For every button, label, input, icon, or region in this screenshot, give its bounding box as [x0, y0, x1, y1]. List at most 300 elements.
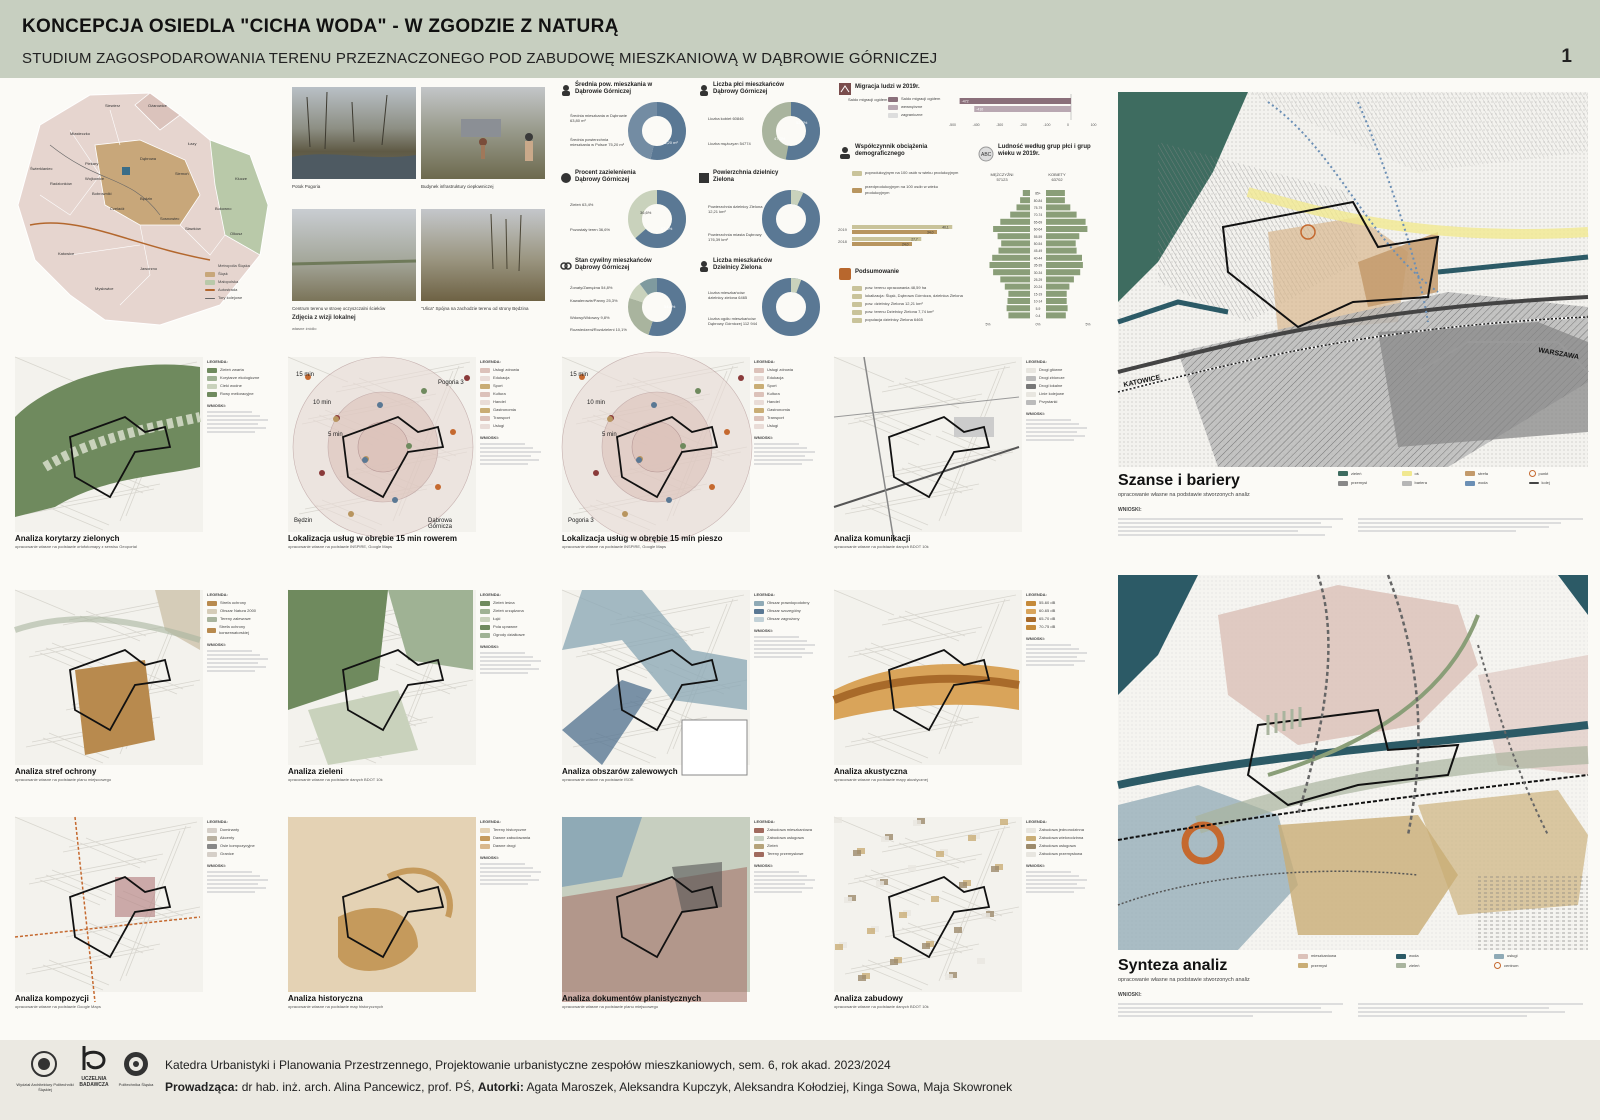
legend-item: Gastronomia: [493, 407, 516, 412]
synteza-title: Synteza analiz: [1118, 957, 1228, 974]
analysis-map: [15, 817, 203, 992]
legend-item: Usługi: [493, 423, 505, 428]
svg-text:Sosnowiec: Sosnowiec: [160, 216, 180, 221]
legend-item: Dawne zabudowania: [493, 835, 531, 840]
legend-item: Drogi zbiorcze: [1039, 375, 1065, 380]
analysis-legend: LEGENDA: Drogi główne Drogi zbiorcze Drogi lokalne Linie kolejowe Przystanki WNIOSKI:: [1026, 359, 1090, 443]
legend-item: Transport: [767, 415, 784, 420]
legend-item: Sport: [493, 383, 503, 388]
analysis-source: opracowanie własne na podstawie danych BDOT 10k: [288, 777, 383, 782]
migration-axis-tick: -300: [996, 123, 1004, 127]
legend-item: Obszar zagrożony: [767, 616, 800, 621]
legend-item: Zieleń: [767, 843, 778, 848]
legend-item: Kultura: [493, 391, 506, 396]
pyramid-bar-women: [1046, 276, 1074, 282]
demographic-bar: [852, 230, 937, 234]
svg-text:Radzionków: Radzionków: [50, 181, 72, 186]
analysis-map: [288, 357, 476, 532]
legend-item: Granice: [220, 851, 235, 856]
analysis-title: Analiza kompozycji: [15, 994, 89, 1003]
analysis-map: [288, 590, 476, 765]
photo-3: [292, 209, 416, 301]
summary-icon: [838, 267, 852, 281]
analysis-map: [15, 357, 203, 532]
pyramid-axis-tick: 5%: [1085, 322, 1091, 327]
photos-title: Zdjęcia z wizji lokalnej: [292, 315, 356, 321]
pyramid-bar-men: [1010, 212, 1030, 218]
analysis-map: [288, 817, 476, 992]
analysis-panel: [15, 357, 273, 549]
legend-item: Tereny zalewowe: [220, 616, 251, 621]
legend-item: 70-75 dB: [1039, 624, 1056, 629]
stat-demographic-title: Współczynnik obciążenia demograficznego: [855, 144, 928, 157]
pyramid-bar-men: [1023, 190, 1030, 196]
legend-item: Obszar Natura 2000: [220, 608, 257, 613]
szanse-wnioski-col2: [1358, 516, 1583, 534]
photo-3-caption: Centrum terenu w strонę oczyszczalni ścieków: [292, 306, 386, 311]
svg-text:Wojkowice: Wojkowice: [85, 176, 105, 181]
pyramid-bar-men: [1000, 276, 1030, 282]
analysis-source: opracowanie własne na podstawie ISOK: [562, 777, 634, 782]
svg-text:63,4%: 63,4%: [661, 226, 673, 231]
legend-item: Strefa ochrony konserwatorskiej: [219, 624, 249, 635]
szanse-legend: zieleń oś strefa punkt przemysł bariera woda kolej: [1338, 470, 1588, 488]
svg-text:KATOWICE: KATOWICE: [1122, 374, 1162, 389]
legend-item: Dominanty: [220, 827, 240, 832]
pyramid-bar-men: [1008, 291, 1030, 297]
legend-item: Akcenty: [220, 835, 235, 840]
map-label: Dąbrowa Górnicza: [428, 518, 453, 530]
pyramid-bar-men: [993, 269, 1030, 275]
svg-text:Dąbrowa: Dąbrowa: [140, 156, 157, 161]
svg-text:54,8%: 54,8%: [664, 304, 676, 309]
analysis-map: [834, 817, 1022, 992]
legend-item: Transport: [493, 415, 510, 420]
pyramid-age-label: 85+: [1035, 191, 1041, 196]
legend-item: Zabudowa usługowa: [767, 835, 804, 840]
legend-item: 55-60 dB: [1039, 600, 1056, 605]
legend-item: Drogi lokalne: [1039, 383, 1063, 388]
stats-panel-2: Migracja ludzi w 2019r. Saldo migracji ogółem Saldo migracji ogółem wewnętrzne zagraniczne -472 -410 -500 -400 -300 -200 -100 0 100 Współczynnik obciążenia demograficznego poprodukcyjnym na 100 osób w wieku produkcyjnym przedprodukcyjnym na 100 osób w wieku produkcyjnym 2019 2018 40,1 34,0 27,7 24,0 Podsumowanie pow. terenu opracowania 48,59 ha lokalizacja: Śląsk, Dąbrowa Górnicza, dzielnica Zielona pow. dzielnicy Zielona 12,21 km² pow. terenu Dzielnicy Zielona 7,74 km² populacja dzielnicy Zielona 6465 ABC Ludność według grup płci i grup wieku w 2019r. MĘŻCZYŹNI 57123 KOBIETY 63702 85+ 80-84 75-79 70-74 65-69 60-64 55-59 50-54 45-49 40-44 35-39 30-34 25-29 20-24 15-19 10-14 5-9 0-4 5% 0% 5%: [838, 80, 1100, 345]
svg-text:Miasteczko: Miasteczko: [70, 131, 91, 136]
pyramid-bar-women: [1046, 240, 1076, 246]
page-subtitle: STUDIUM ZAGOSPODAROWANIA TERENU PRZEZNACZONEGO POD ZABUDOWĘ MIESZKANIOWĄ W DĄBROWIE GÓRNICZEJ: [22, 50, 938, 67]
migration-axis-tick: 100: [1090, 123, 1097, 127]
svg-text:47,3%: 47,3%: [774, 136, 786, 141]
analysis-legend: LEGENDA: Zieleń zwarta Korytarze ekologiczne Cieki wodne Rowy melioracyjne WNIOSKI:: [207, 359, 271, 435]
migration-axis-tick: -400: [972, 123, 980, 127]
map-label: 5 min: [602, 432, 617, 438]
analysis-source: opracowanie własne na podstawie danych BDOT 10k: [834, 1004, 929, 1009]
pyramid-bar-women: [1046, 312, 1066, 318]
pyramid-age-label: 80-84: [1033, 198, 1043, 203]
migration-bar: [960, 98, 1071, 104]
politechnika-logo: [122, 1050, 150, 1078]
residents-icon: [698, 260, 710, 272]
migration-axis-tick: -100: [1043, 123, 1051, 127]
legend-item: Dawne drogi: [493, 843, 516, 848]
pyramid-bar-women: [1046, 248, 1077, 254]
pyramid-bar-women: [1046, 284, 1069, 290]
pyramid-bar-women: [1046, 305, 1068, 311]
analysis-map: [562, 817, 750, 992]
analysis-panel: [288, 590, 546, 782]
svg-text:75,20 m²: 75,20 m²: [662, 140, 678, 145]
analysis-title: Lokalizacja usług w obrębie 15 min rowerem: [288, 534, 457, 543]
pyramid-bar-men: [993, 226, 1030, 232]
analysis-source: opracowanie własne na podstawie ortofotomapy z serwisu Geoportal: [15, 544, 137, 549]
legend-item: 60-65 dB: [1039, 608, 1056, 613]
donut-district-area: [760, 188, 822, 250]
area-icon: [698, 172, 710, 184]
pyramid-age-label: 70-74: [1033, 213, 1043, 218]
analysis-title: Analiza akustyczna: [834, 767, 908, 776]
pyramid-bar-men: [1008, 298, 1031, 304]
legend-item: Korytarze ekologiczne: [220, 375, 260, 380]
analysis-source: opracowanie własne na podstawie INSPIRE, Google Maps: [288, 544, 393, 549]
people-icon: [560, 84, 572, 96]
photo-4: [421, 209, 545, 301]
legend-item: Zabudowa usługowa: [1039, 843, 1076, 848]
demographic-bar-label: 34,0: [927, 230, 934, 235]
svg-text:2019: 2019: [838, 227, 847, 232]
pyramid-bar-women: [1046, 269, 1080, 275]
legend-item: Zieleń zwarta: [220, 367, 244, 372]
pyramid-age-label: 60-64: [1033, 227, 1043, 232]
analysis-legend: LEGENDA: Usługi zdrowia Edukacja Sport Kultura Handel Gastronomia Transport Usługi WNIOSKI:: [754, 359, 818, 467]
analysis-title: Analiza zabudowy: [834, 994, 903, 1003]
legend-item: 65-70 dB: [1039, 616, 1056, 621]
szanse-title: Szanse i bariery: [1118, 472, 1240, 489]
map-label: 5 min: [328, 432, 343, 438]
demographic-legend: poprodukcyjnym na 100 osób w wieku produkcyjnym przedprodukcyjnym na 100 osób w wieku produkcyjnym: [852, 170, 962, 198]
svg-text:Mysłowice: Mysłowice: [95, 286, 114, 291]
analysis-panel: [834, 590, 1092, 782]
analysis-legend: LEGENDA: Zieleń leśna Zieleń urządzona Łąki Pola uprawne Ogrody działkowe WNIOSKI:: [480, 592, 544, 676]
legend-item: Edukacja: [493, 375, 510, 380]
donut-green: [626, 188, 688, 250]
leaf-icon: [560, 172, 572, 184]
analysis-legend: LEGENDA: Obszar prawdopodobny Obszar szczególny Obszar zagrożony WNIOSKI:: [754, 592, 818, 660]
synteza-wnioski-col2: [1358, 1001, 1583, 1019]
legend-item: Usługi zdrowia: [767, 367, 794, 372]
analysis-map: [834, 590, 1022, 765]
svg-text:Ożarowice: Ożarowice: [148, 103, 167, 108]
legend-item: Zabudowa mieszkaniowa: [767, 827, 812, 832]
pyramid-age-label: 0-4: [1035, 314, 1041, 318]
analysis-legend: LEGENDA: Dominanty Akcenty Osie kompozycyjne Granice WNIOSKI:: [207, 819, 271, 895]
pyramid-age-label: 10-14: [1033, 299, 1043, 304]
pyramid-bar-men: [1008, 312, 1030, 318]
legend-item: Łąki: [493, 616, 501, 621]
pyramid-age-label: 20-24: [1033, 285, 1043, 290]
migration-axis-tick: -200: [1019, 123, 1027, 127]
pyramid-age-label: 50-54: [1033, 242, 1043, 246]
synteza-legend: mieszkaniowa woda usługi przemysł zieleń centrum: [1298, 953, 1588, 971]
pyramid-bar-women: [1046, 255, 1082, 261]
stat-age-pyramid-title: Ludność według grup płci i grup wieku w 2019r.: [998, 144, 1091, 157]
legend-item: Obszar prawdopodobny: [767, 600, 810, 605]
svg-text:Katowice: Katowice: [58, 251, 75, 256]
analysis-title: Analiza komunikacji: [834, 534, 911, 543]
svg-text:ABC: ABC: [981, 152, 992, 158]
svg-text:Bukowno: Bukowno: [215, 206, 232, 211]
legend-item: Handel: [493, 399, 506, 404]
svg-text:Piekary: Piekary: [85, 161, 99, 166]
analysis-legend: LEGENDA: Tereny historyczne Dawne zabudowania Dawne drogi WNIOSKI:: [480, 819, 544, 887]
analysis-title: Analiza stref ochrony: [15, 767, 97, 776]
pyramid-bar-women: [1046, 233, 1079, 239]
map-label: Pogoria 3: [568, 518, 594, 524]
pyramid-age-label: 25-29: [1033, 278, 1043, 282]
legend-item: Zabudowa jednorodzinna: [1039, 827, 1084, 832]
photos-source: własne źródło: [292, 326, 317, 331]
szanse-wnioski-col1: [1118, 516, 1343, 538]
pyramid-age-label: 65-69: [1033, 220, 1043, 225]
analysis-title: Analiza historyczna: [288, 994, 363, 1003]
footer-authors: Prowadząca: dr hab. inż. arch. Alina Pancewicz, prof. PŚ, Autorki: Agata Maroszek, Aleksandra Kupczyk, Aleksandra Kołodziej, Kinga Sowa, Maja Skowronek: [165, 1080, 1013, 1094]
faculty-logo-caption: Wydział Architektury Politechniki Śląskiej: [16, 1082, 74, 1092]
migration-axis-tick: -500: [949, 123, 957, 127]
legend-item: Drogi główne: [1039, 367, 1063, 372]
photos-panel: [290, 85, 550, 340]
map-label: 10 min: [313, 400, 332, 406]
demographic-bar: [852, 225, 952, 229]
pyramid-bar-men: [1020, 197, 1030, 203]
stats-panel: Średnia pow. mieszkania w Dąbrowie Górniczej Średnia mieszkania w Dąbrowie 63,80 m² Średnia powierzchnia mieszkania w Polsce 75,20 m² 75,20 m² Liczba płci mieszkańców Dąbrowy Górniczej Liczba kobiet 60846 Liczba mężczyzn 54774 52,7% 47,3% Procent zazielenienia Dąbrowy Górniczej Zieleń 63,4% Pozostały teren 36,6% 63,4% 36,6% Powierzchnia dzielnicy Zielona Powierzchnia dzielnicy Zielona 12,21 km² Powierzchnia miasta Dąbrowy 176,39 km² Stan cywilny mieszkańców Dąbrowy Górniczej Żonaty/Zamężna 54,8% Kawalerowie/Panny 25,3% Wdowy/Wdowcy 9,8% Rozwiedzeni/Rozdzieleni 10,1% 54,8% Liczba mieszkańców Dzielnicy Zielona Liczba mieszkańców dzielnicy zielona 6465 Liczba ogółu mieszkańców Dąbrowy Górniczej 112 944: [560, 80, 825, 345]
synteza-panel: [1118, 575, 1588, 1035]
legend-item: Zabudowa przemysłowa: [1039, 851, 1083, 856]
legend-item: Zieleń urządzona: [493, 608, 524, 613]
analysis-title: Analiza korytarzy zielonych: [15, 534, 120, 543]
stat-gender-title: Liczba płci mieszkańców Dąbrowy Górniczej: [713, 82, 785, 95]
stat-marital-title: Stan cywilny mieszkańców Dąbrowy Górniczej: [575, 258, 652, 271]
svg-text:Jaworzno: Jaworzno: [140, 266, 158, 271]
demographic-icon: [838, 146, 852, 160]
svg-text:Olkusz: Olkusz: [230, 231, 243, 236]
donut-avg-apartment: [626, 100, 688, 162]
photo-2-caption: Budynek infrastruktury ciepłowniczej: [421, 184, 494, 189]
analysis-legend: LEGENDA: Zabudowa jednorodzinna Zabudowa wielorodzinna Zabudowa usługowa Zabudowa przemysłowa WNIOSKI:: [1026, 819, 1090, 895]
analysis-source: opracowanie własne na podstawie Google Maps: [15, 1004, 101, 1009]
stat-migration-title: Migracja ludzi w 2019r.: [855, 84, 920, 90]
analysis-panel: [562, 817, 820, 1009]
analysis-source: opracowanie własne na podstawie danych BDOT 10k: [834, 544, 929, 549]
svg-text:Sławków: Sławków: [185, 226, 201, 231]
synteza-wnioski-col1: [1118, 1001, 1343, 1019]
legend-item: Edukacja: [767, 375, 784, 380]
pyramid-bar-men: [1017, 204, 1031, 210]
migration-bar: [974, 106, 1071, 112]
page-title: KONCEPCJA OSIEDLA "CICHA WODA" - W ZGODZIE Z NATURĄ: [22, 16, 619, 37]
szanse-map: [1118, 92, 1588, 467]
legend-item: Obszar szczególny: [767, 608, 801, 613]
legend-item: Gastronomia: [767, 407, 790, 412]
analysis-source: opracowanie własne na podstawie mapy akustycznej: [834, 777, 928, 782]
migration-bar-label: -410: [976, 107, 984, 112]
pyramid-age-label: 30-34: [1033, 270, 1043, 275]
summary-list: pow. terenu opracowania 48,59 ha lokalizacja: Śląsk, Dąbrowa Górnicza, dzielnica Zielona pow. dzielnicy Zielona 12,21 km² pow. terenu Dzielnicy Zielona 7,74 km² populacja dzielnicy Zielona 6465: [852, 285, 967, 325]
svg-text:Będzin: Będzin: [140, 196, 153, 201]
legend-item: Handel: [767, 399, 780, 404]
map-label: Będzin: [294, 518, 313, 524]
legend-item: Sport: [767, 383, 777, 388]
svg-text:Świerklaniec: Świerklaniec: [30, 166, 53, 171]
pyramid-bar-women: [1046, 291, 1067, 297]
rings-icon: [560, 260, 572, 272]
synteza-map: [1118, 575, 1588, 950]
legend-item: Cieki wodne: [220, 383, 242, 388]
legend-item: Pola uprawne: [493, 624, 518, 629]
migration-legend: Saldo migracji ogółem wewnętrzne zagraniczne: [888, 96, 940, 120]
photo-2: [421, 87, 545, 179]
demographic-chart: [838, 222, 968, 252]
pyramid-bar-women: [1046, 226, 1087, 232]
gender-icon: [698, 84, 710, 96]
migration-chart: [949, 92, 1098, 132]
svg-text:Bobrowniki: Bobrowniki: [92, 191, 112, 196]
analysis-map: [562, 590, 750, 765]
analysis-panel: [15, 817, 273, 1009]
map-label: 15 min: [570, 372, 589, 378]
pyramid-axis-tick: 0%: [1035, 322, 1041, 327]
research-university-logo: [80, 1044, 108, 1072]
legend-item: Przystanki: [1039, 399, 1058, 404]
analysis-panel: [288, 817, 546, 1009]
svg-text:Klucze: Klucze: [235, 176, 248, 181]
donut-district-residents: [760, 276, 822, 338]
analysis-legend: LEGENDA: Zabudowa mieszkaniowa Zabudowa usługowa Zieleń Tereny przemysłowe WNIOSKI:: [754, 819, 818, 895]
stat-district-residents-title: Liczba mieszkańców Dzielnicy Zielona: [713, 258, 773, 271]
politechnika-caption: Politechnika Śląska: [118, 1082, 154, 1087]
legend-item: Usługi zdrowia: [493, 367, 520, 372]
svg-text:WARSZAWA: WARSZAWA: [1537, 347, 1580, 362]
szanse-wnioski-title: WNIOSKI:: [1118, 507, 1142, 513]
pyramid-bar-men: [1001, 240, 1030, 246]
pyramid-bar-women: [1046, 204, 1070, 210]
legend-item: Tereny przemysłowe: [767, 851, 804, 856]
age-pyramid-chart: [978, 190, 1098, 335]
svg-text:36,6%: 36,6%: [640, 210, 652, 215]
location-map-legend: Metropolia Śląska Śląsk Małopolska Autostrada Tory kolejowe: [205, 263, 250, 303]
stat-green-title: Procent zazielenienia Dąbrowy Górniczej: [575, 170, 636, 183]
analysis-legend: LEGENDA: Strefa ochrony Obszar Natura 2000 Tereny zalewowe Strefa ochrony konserwatorskiej WNIOSKI:: [207, 592, 271, 674]
stat-district-area-title: Powierzchnia dzielnicy Zielona: [713, 170, 779, 183]
migration-bar-label: -472: [961, 99, 969, 104]
svg-text:Łazy: Łazy: [188, 141, 197, 146]
pyramid-bar-men: [992, 255, 1030, 261]
szanse-panel: [1118, 92, 1588, 547]
analysis-map: [834, 357, 1022, 532]
synteza-wnioski-title: WNIOSKI:: [1118, 992, 1142, 998]
analysis-title: Analiza obszarów zalewowych: [562, 767, 678, 776]
pyramid-bar-men: [999, 248, 1031, 254]
legend-item: Ogrody działkowe: [493, 632, 525, 637]
demographic-bar-label: 27,7: [911, 237, 918, 242]
stat-summary-title: Podsumowanie: [855, 269, 900, 275]
location-map-panel: [10, 85, 275, 340]
pyramid-bar-women: [1046, 212, 1077, 218]
age-icon: [978, 146, 994, 162]
map-label: 15 min: [296, 372, 315, 378]
pyramid-age-label: 40-44: [1033, 256, 1043, 261]
map-label: 10 min: [587, 400, 606, 406]
demographic-bar-label: 40,1: [942, 225, 949, 230]
analysis-source: opracowanie własne na podstawie INSPIRE, Google Maps: [562, 544, 667, 549]
analysis-panel: [15, 590, 273, 782]
analysis-legend: LEGENDA: Usługi zdrowia Edukacja Sport Kultura Handel Gastronomia Transport Usługi WNIOSKI:: [480, 359, 544, 467]
pyramid-age-label: 35-39: [1033, 263, 1043, 268]
migration-axis-tick: 0: [1067, 123, 1069, 127]
analysis-panel: [834, 357, 1092, 549]
svg-text:Czeladź: Czeladź: [110, 206, 125, 211]
research-university-caption: UCZELNIA BADAWCZA: [79, 1076, 109, 1088]
pyramid-bar-women: [1046, 219, 1086, 225]
pyramid-age-label: 15-19: [1033, 292, 1043, 297]
pyramid-bar-women: [1046, 298, 1067, 304]
legend-item: Osie kompozycyjne: [220, 843, 255, 848]
analysis-panel: [288, 357, 546, 549]
map-label: Pogoria 3: [438, 380, 464, 386]
pyramid-age-label: 55-59: [1033, 234, 1043, 239]
synteza-subtitle: opracowanie własne na podstawie stworzonych analiz: [1118, 977, 1250, 983]
legend-item: Kultura: [767, 391, 780, 396]
legend-item: Linie kolejowe: [1039, 391, 1065, 396]
analysis-title: Analiza zieleni: [288, 767, 343, 776]
pyramid-bar-women: [1046, 262, 1083, 268]
analysis-panel: [562, 357, 820, 549]
svg-text:Siewierz: Siewierz: [105, 103, 121, 108]
photo-1: [292, 87, 416, 179]
svg-text:2018: 2018: [838, 239, 847, 244]
header: [0, 0, 1600, 78]
legend-item: Usługi: [767, 423, 779, 428]
migration-icon: [838, 82, 852, 96]
pyramid-bar-women: [1046, 197, 1065, 203]
svg-text:Siemoń: Siemoń: [175, 171, 189, 176]
legend-item: Zabudowa wielorodzinna: [1039, 835, 1084, 840]
legend-item: Strefa ochrony: [220, 600, 247, 605]
pyramid-bar-men: [1007, 305, 1030, 311]
legend-item: Zieleń leśna: [493, 600, 515, 605]
footer-course: Katedra Urbanistyki i Planowania Przestrzennego, Projektowanie urbanistyczne zespołów mieszkaniowych, sem. 6, rok akad. 2023/2024: [165, 1058, 891, 1072]
svg-text:52,7%: 52,7%: [796, 120, 808, 125]
analysis-title: Analiza dokumentów planistycznych: [562, 994, 702, 1003]
faculty-logo: [30, 1050, 58, 1078]
analysis-source: opracowanie własne na podstawie map historycznych: [288, 1004, 384, 1009]
analysis-source: opracowanie własne na podstawie planu miejscowego: [15, 777, 112, 782]
stat-avg-apartment-title: Średnia pow. mieszkania w Dąbrowie Górniczej: [575, 82, 653, 95]
photo-4-caption: "Ulica" Spójna na zachodzie terenu od strony Będzina: [421, 306, 529, 311]
legend-item: Rowy melioracyjne: [220, 391, 254, 396]
legend-item: Tereny historyczne: [493, 827, 527, 832]
page-number: 1: [1561, 46, 1572, 67]
pyramid-age-label: 75-79: [1033, 206, 1043, 210]
analysis-map: [562, 357, 750, 532]
photo-1-caption: Potok Pogoria: [292, 184, 321, 189]
analysis-title: Lokalizacja usług w obrębie 15 min pieszo: [562, 534, 723, 543]
donut-gender: [760, 100, 822, 162]
analysis-source: opracowanie własne na podstawie planu miejscowego: [562, 1004, 659, 1009]
demographic-bar-label: 24,0: [902, 242, 909, 247]
analysis-panel: [834, 817, 1092, 1009]
pyramid-axis-tick: 5%: [985, 322, 991, 327]
donut-marital: [626, 276, 688, 338]
analysis-panel: [562, 590, 820, 782]
analysis-map: [15, 590, 203, 765]
pyramid-bar-women: [1046, 190, 1065, 196]
pyramid-age-label: 45-49: [1033, 249, 1043, 254]
